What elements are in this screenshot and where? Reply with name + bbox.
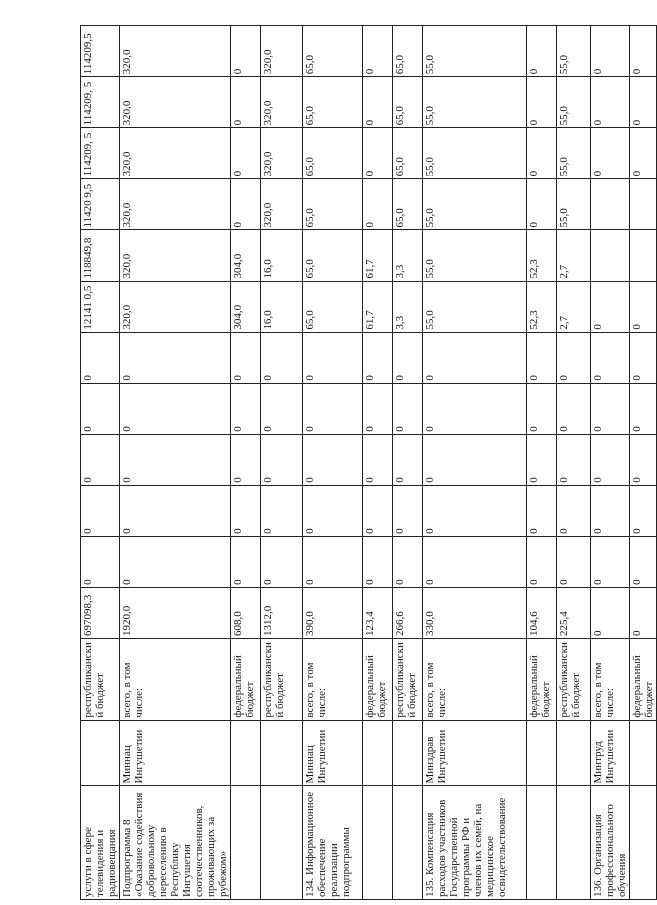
table-row (527, 26, 557, 900)
table-cell: 52,3 (527, 230, 557, 281)
table-cell: 0 (423, 332, 527, 383)
table-cell: 320,0 (261, 128, 303, 179)
table-cell: федеральный бюджет (630, 638, 657, 720)
table-cell: 0 (363, 77, 393, 128)
table-cell: 0 (527, 485, 557, 536)
table-cell: 0 (423, 434, 527, 485)
table-cell: 0 (393, 485, 423, 536)
table-row (231, 26, 261, 900)
table-cell: 0 (393, 536, 423, 587)
table-cell (393, 720, 423, 786)
table-cell: 0 (303, 434, 363, 485)
table-cell: 0 (591, 536, 630, 587)
table-cell: 0 (261, 536, 303, 587)
table-cell: 3,3 (393, 230, 423, 281)
table-cell: 118849,8 (81, 230, 120, 281)
table-cell: 0 (423, 383, 527, 434)
table-cell: 0 (363, 485, 393, 536)
table-cell: 55,0 (423, 128, 527, 179)
table-cell: всего, в том числе: (120, 638, 231, 720)
table-cell: 0 (630, 434, 657, 485)
table-row (81, 26, 120, 900)
table-cell: 0 (527, 332, 557, 383)
table-cell (527, 786, 557, 900)
table-cell: 0 (591, 26, 630, 77)
table-cell: 0 (630, 128, 657, 179)
table-cell: 65,0 (303, 281, 363, 332)
table-cell: 0 (423, 485, 527, 536)
table-cell (81, 720, 120, 786)
table-cell: 608,0 (231, 587, 261, 638)
table-row (630, 26, 657, 900)
table-cell: республиканский бюджет (261, 638, 303, 720)
table-row (303, 26, 363, 900)
table-cell (363, 786, 393, 900)
table-cell: 0 (303, 332, 363, 383)
table-cell: 0 (363, 128, 393, 179)
table-row (393, 26, 423, 900)
table-cell (363, 720, 393, 786)
table-cell: 65,0 (303, 128, 363, 179)
table-cell: 0 (231, 434, 261, 485)
table-cell: республиканский бюджет (557, 638, 591, 720)
table-cell: 0 (231, 26, 261, 77)
table-cell (630, 786, 657, 900)
table-cell: 134. Информационное обеспечение реализации подпрограммы (303, 786, 363, 900)
table-cell: 0 (527, 536, 557, 587)
table-cell: 55,0 (423, 281, 527, 332)
table-cell: 65,0 (303, 179, 363, 230)
table-cell (630, 179, 657, 230)
table-cell: 3,3 (393, 281, 423, 332)
table-cell: Минздрав Ингушетии (423, 720, 527, 786)
table-cell: 55,0 (557, 26, 591, 77)
table-cell: федеральный бюджет (231, 638, 261, 720)
table-cell: 2,7 (557, 230, 591, 281)
table-cell: 65,0 (393, 179, 423, 230)
table-cell: 0 (363, 434, 393, 485)
table-cell: 0 (630, 536, 657, 587)
table-cell: 0 (303, 383, 363, 434)
table-cell: 0 (393, 332, 423, 383)
table-cell: 0 (630, 332, 657, 383)
table-cell: 0 (557, 485, 591, 536)
table-cell: 0 (393, 383, 423, 434)
table-cell: 0 (527, 128, 557, 179)
table-cell: 114209, 5 (81, 77, 120, 128)
table-cell: 55,0 (423, 179, 527, 230)
table-cell: 55,0 (557, 128, 591, 179)
table-cell: 225,4 (557, 587, 591, 638)
table-cell: 390,0 (303, 587, 363, 638)
table-cell: 0 (231, 77, 261, 128)
table-cell: 123,4 (363, 587, 393, 638)
table-cell: 0 (591, 128, 630, 179)
table-cell: 136. Организация профессионального обучения (591, 786, 630, 900)
table-cell: 0 (423, 536, 527, 587)
table-cell: 0 (363, 536, 393, 587)
table-cell: 135. Компенсация расходов участников Государственной программы РФ и членов их семей, на медицинское освидетельствование (423, 786, 527, 900)
table-cell: 0 (591, 485, 630, 536)
table-cell: 2,7 (557, 281, 591, 332)
table-cell: 0 (120, 434, 231, 485)
table-cell: 16,0 (261, 281, 303, 332)
table-cell: 0 (231, 332, 261, 383)
table-row (591, 26, 630, 900)
table-cell (393, 786, 423, 900)
table-cell (591, 230, 630, 281)
table-cell: 697098,3 (81, 587, 120, 638)
table-cell: 0 (557, 536, 591, 587)
table-cell: 320,0 (261, 77, 303, 128)
table-cell: 55,0 (423, 26, 527, 77)
table-cell: 266,6 (393, 587, 423, 638)
table-cell: всего, в том числе: (423, 638, 527, 720)
table-cell: 0 (393, 434, 423, 485)
table-row (261, 26, 303, 900)
table-cell: 0 (81, 383, 120, 434)
table-cell: 0 (120, 383, 231, 434)
table-cell: всего, в том числе: (303, 638, 363, 720)
table-cell: 65,0 (393, 128, 423, 179)
table-cell: 0 (303, 536, 363, 587)
table-cell: 304,0 (231, 230, 261, 281)
table-cell: 0 (81, 536, 120, 587)
table-cell: 0 (630, 485, 657, 536)
table-cell: 0 (231, 179, 261, 230)
table-cell: Подпрограмма 8 «Оказание содействия добровольному переселению в Республику Ингушетия соотечественников, проживающих за рубежом» (120, 786, 231, 900)
table-cell: 55,0 (557, 77, 591, 128)
table-cell (591, 179, 630, 230)
table-cell: 320,0 (120, 26, 231, 77)
table-cell: 0 (363, 332, 393, 383)
table-cell: 0 (630, 26, 657, 77)
table-row (363, 26, 393, 900)
table-cell: 320,0 (261, 26, 303, 77)
table-cell: 114209, 5 (81, 128, 120, 179)
table-cell: республиканский бюджет (393, 638, 423, 720)
table-cell: 320,0 (120, 281, 231, 332)
table-cell: 55,0 (423, 77, 527, 128)
table-cell (231, 786, 261, 900)
table-cell: 0 (231, 128, 261, 179)
table-row (557, 26, 591, 900)
table-cell (557, 786, 591, 900)
table-cell: 330,0 (423, 587, 527, 638)
table-cell: 0 (363, 179, 393, 230)
table-cell: 304,0 (231, 281, 261, 332)
table-cell: 0 (261, 434, 303, 485)
table-cell: 61,7 (363, 281, 393, 332)
table-cell: 0 (527, 77, 557, 128)
table-cell: 11420 9,5 (81, 179, 120, 230)
table-cell: 1920,0 (120, 587, 231, 638)
table-cell: 55,0 (557, 179, 591, 230)
table-cell: 320,0 (120, 128, 231, 179)
table-cell: 0 (527, 179, 557, 230)
table-cell: 114209,5 (81, 26, 120, 77)
table-cell (231, 720, 261, 786)
table-cell (261, 786, 303, 900)
table-cell: 0 (120, 332, 231, 383)
rotated-page (80, 25, 655, 900)
table-cell: 0 (591, 77, 630, 128)
table-cell: 52,3 (527, 281, 557, 332)
table-cell: 0 (261, 383, 303, 434)
table-cell: 0 (630, 281, 657, 332)
table-cell: 65,0 (303, 230, 363, 281)
table-cell: федеральный бюджет (527, 638, 557, 720)
table-cell: 0 (261, 485, 303, 536)
table-cell: 0 (591, 434, 630, 485)
table-cell: Миннац Ингушетии (120, 720, 231, 786)
table-cell: 0 (261, 332, 303, 383)
table-cell: 104,6 (527, 587, 557, 638)
table-cell: 12141 0,5 (81, 281, 120, 332)
table-cell: услуги в сфере телевидения и радиовещания (81, 786, 120, 900)
table-cell: 61,7 (363, 230, 393, 281)
table-cell: 0 (363, 26, 393, 77)
table-cell: 16,0 (261, 230, 303, 281)
table-cell: 0 (527, 383, 557, 434)
table-cell: 0 (120, 536, 231, 587)
table-cell: республиканский бюджет (81, 638, 120, 720)
budget-table (80, 25, 657, 900)
table-cell: 0 (630, 587, 657, 638)
table-cell: федеральный бюджет (363, 638, 393, 720)
table-cell (630, 720, 657, 786)
table-cell (261, 720, 303, 786)
table-cell: 0 (557, 383, 591, 434)
table-cell: 0 (81, 332, 120, 383)
table-row (423, 26, 527, 900)
table-cell: 320,0 (261, 179, 303, 230)
table-cell: 0 (120, 485, 231, 536)
table-cell: 0 (303, 485, 363, 536)
table-cell: 320,0 (120, 77, 231, 128)
table-cell: 0 (591, 332, 630, 383)
table-cell (630, 230, 657, 281)
table-cell: 0 (630, 383, 657, 434)
table-cell: 0 (231, 485, 261, 536)
table-cell: 65,0 (393, 77, 423, 128)
table-cell: 320,0 (120, 179, 231, 230)
table-cell: 0 (363, 383, 393, 434)
table-cell (557, 720, 591, 786)
table-cell: 65,0 (303, 77, 363, 128)
table-cell (527, 720, 557, 786)
table-row (120, 26, 231, 900)
table-cell: 65,0 (303, 26, 363, 77)
table-cell: 0 (231, 536, 261, 587)
table-cell: 0 (591, 383, 630, 434)
table-cell: 0 (591, 587, 630, 638)
table-cell: 0 (630, 77, 657, 128)
table-cell: 0 (81, 485, 120, 536)
table-cell: 0 (527, 434, 557, 485)
table-cell: 0 (527, 26, 557, 77)
table-cell: всего, в том числе: (591, 638, 630, 720)
table-cell: 0 (231, 383, 261, 434)
table-cell: Минтруд Ингушетии (591, 720, 630, 786)
table-cell: 65,0 (393, 26, 423, 77)
table-cell: 1312,0 (261, 587, 303, 638)
table-cell: 0 (591, 281, 630, 332)
table-cell: 55,0 (423, 230, 527, 281)
table-cell: Миннац Ингушетии (303, 720, 363, 786)
table-cell: 0 (557, 332, 591, 383)
table-cell: 0 (557, 434, 591, 485)
table-cell: 0 (81, 434, 120, 485)
table-cell: 320,0 (120, 230, 231, 281)
